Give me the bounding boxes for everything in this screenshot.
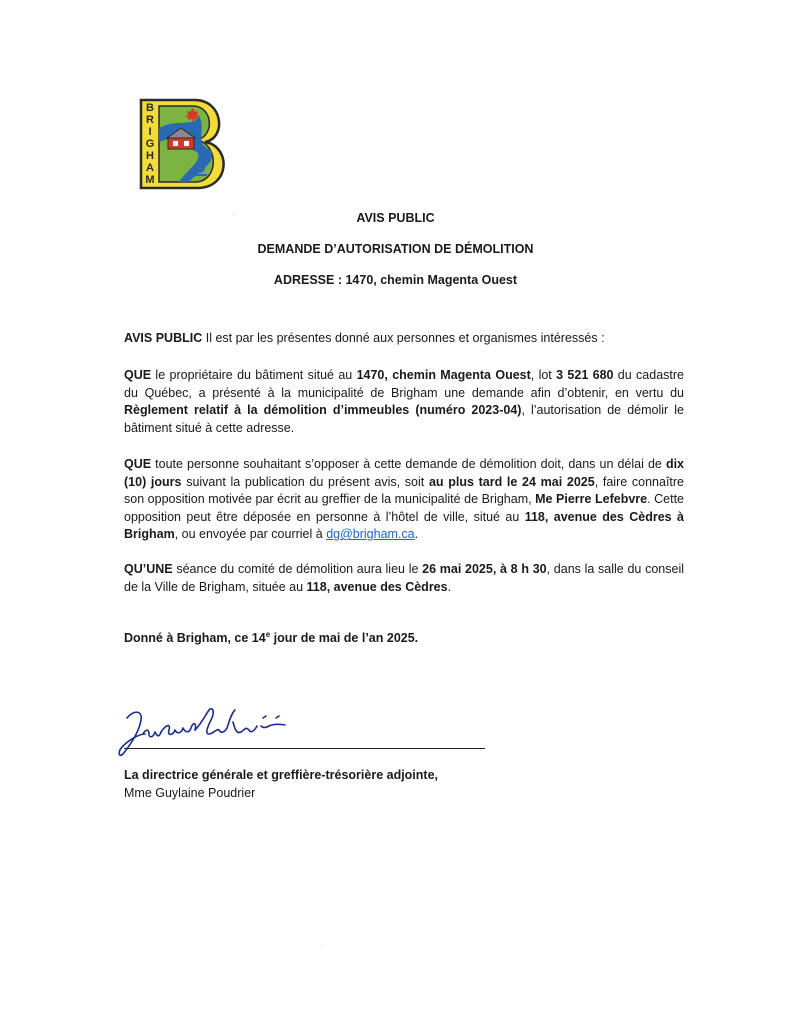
p2-delay: dix (10) jours xyxy=(124,457,684,489)
p2-text-4: . Cette opposition peut être déposée en personne à l’hôtel de ville, situé au xyxy=(124,492,684,524)
intro-lead: AVIS PUBLIC xyxy=(124,331,203,345)
logo-letter-a: A xyxy=(146,162,154,174)
p2-clerk-name: Me Pierre Lefebvre xyxy=(535,492,648,506)
logo-letter-h: H xyxy=(146,150,154,162)
intro-paragraph xyxy=(124,330,684,348)
p3-lead: QU’UNE xyxy=(124,562,173,576)
logo-letter-g: G xyxy=(145,138,155,150)
paragraph-meeting xyxy=(124,561,684,596)
brigham-logo xyxy=(137,98,235,190)
p1-text-2: , lot xyxy=(530,368,557,382)
signature-line xyxy=(124,748,485,749)
dateline-before: Donné à Brigham, ce 14 xyxy=(124,631,266,645)
p1-address: 1470, chemin Magenta Ouest xyxy=(356,368,531,382)
notice-address: ADRESSE : 1470, chemin Magenta Ouest xyxy=(273,273,518,287)
p2-text-6: . xyxy=(414,527,419,541)
p2-text-2: suivant la publication du présent avis, soit xyxy=(181,474,429,489)
handwritten-signature xyxy=(113,700,313,762)
p2-lead: QUE xyxy=(124,457,152,471)
signatory-title: La directrice générale et greffière-trésorière adjointe, xyxy=(124,768,439,782)
notice-title: AVIS PUBLIC xyxy=(356,211,435,225)
logo-letter-m: M xyxy=(145,174,155,186)
dateline xyxy=(124,630,684,648)
p3-meeting-address: 118, avenue des Cèdres xyxy=(306,579,448,594)
p2-text-5: , ou envoyée par courriel à xyxy=(174,527,327,541)
p2-text-1: toute personne souhaitant s’opposer à cette demande de démolition doit, dans un délai de xyxy=(151,457,666,471)
p1-text-1: le propriétaire du bâtiment situé au xyxy=(151,368,357,382)
p3-meeting-date: 26 mai 2025, à 8 h 30 xyxy=(422,562,547,576)
email-link[interactable]: dg@brigham.ca xyxy=(326,527,415,541)
logo-letter-i: I xyxy=(148,126,152,138)
brigham-logo-graphic xyxy=(137,98,235,190)
p1-text-4: , l’autorisation de démolir le bâtiment situé à cette adresse. xyxy=(124,403,684,435)
p1-lead: QUE xyxy=(124,368,152,382)
p3-text-1: séance du comité de démolition aura lieu le xyxy=(172,562,423,576)
signatory-name: Mme Guylaine Poudrier xyxy=(124,786,256,800)
p1-text-3: du cadastre du Québec, a présenté à la municipalité de Brigham une demande afin d’obtenir, en vertu du xyxy=(124,368,684,400)
p3-text-2: , dans la salle du conseil de la Ville de Brigham, située au xyxy=(124,562,684,594)
logo-letter-b: B xyxy=(146,102,154,114)
scan-speck xyxy=(321,944,323,946)
dateline-after: jour de mai de l’an 2025. xyxy=(270,631,419,645)
p2-deadline: au plus tard le 24 mai 2025 xyxy=(428,474,595,489)
p2-text-3: , faire connaître son opposition motivée par écrit au greffier de la municipalité de Brigham, xyxy=(124,474,685,506)
logo-letter-r: R xyxy=(146,114,154,126)
dateline-sup: e xyxy=(265,629,271,639)
p3-text-3: . xyxy=(447,579,452,594)
paragraph-opposition xyxy=(124,456,684,544)
paragraph-request xyxy=(124,367,684,437)
p1-regulation: Règlement relatif à la démolition d’immeubles (numéro 2023-04) xyxy=(124,403,522,417)
intro-text: Il est par les présentes donné aux personnes et organismes intéressés : xyxy=(202,331,605,345)
p2-townhall-address: 118, avenue des Cèdres à Brigham xyxy=(124,509,684,541)
notice-subtitle: DEMANDE D’AUTORISATION DE DÉMOLITION xyxy=(257,242,534,256)
p1-lot-number: 3 521 680 xyxy=(556,368,614,382)
